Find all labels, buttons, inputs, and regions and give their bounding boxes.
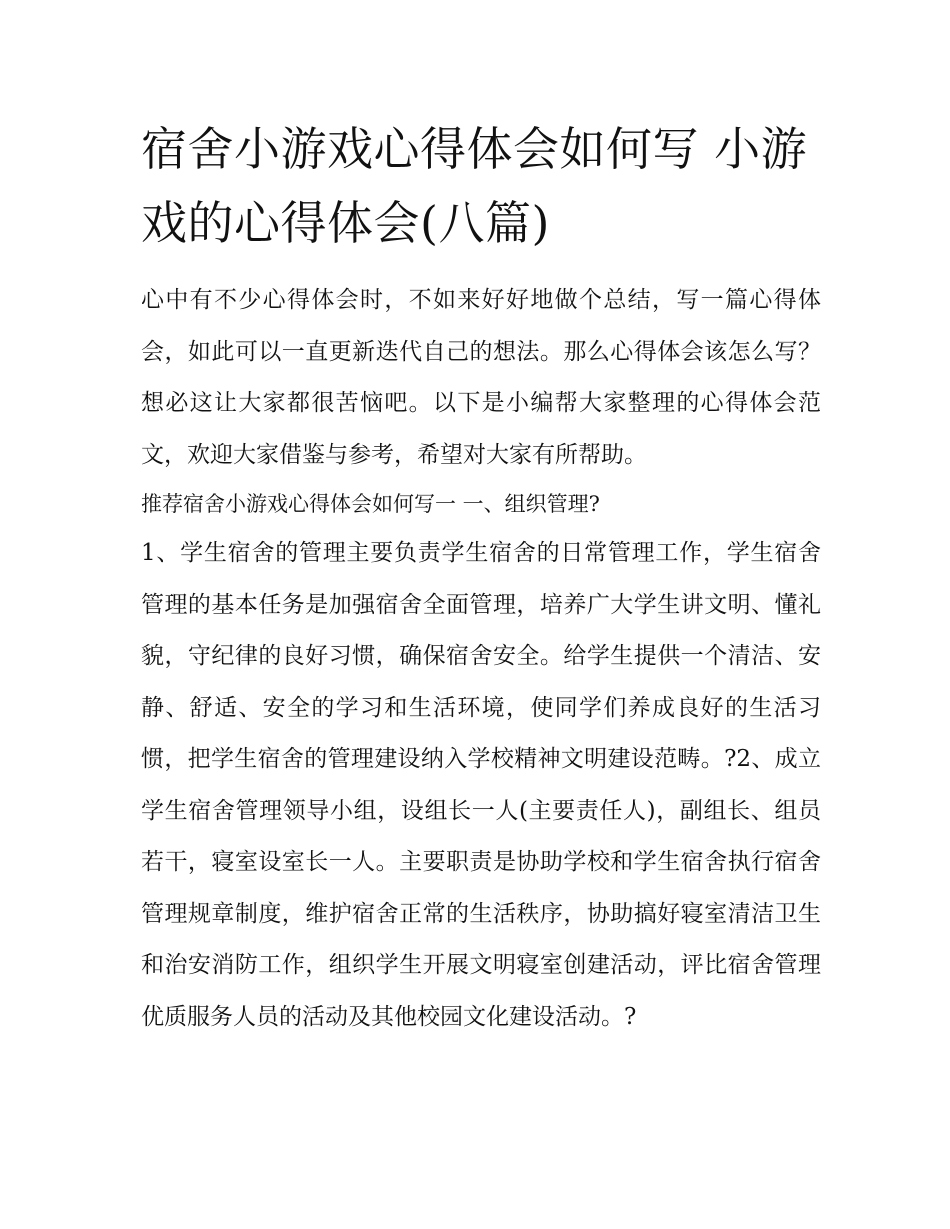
document-title: 宿舍小游戏心得体会如何写 小游戏的心得体会(八篇) (141, 122, 808, 250)
section-heading: 推荐宿舍小游戏心得体会如何写一 一、组织管理? (141, 492, 600, 516)
intro-paragraph: 心中有不少心得体会时，不如来好好地做个总结，写一篇心得体会，如此可以一直更新迭代自己的想法。那么心得体会该怎么写？想必这让大家都很苦恼吧。以下是小编帮大家整理的心得体会范文，欢迎大家借鉴与参考，希望对大家有所帮助。 (141, 287, 821, 468)
section-body-paragraph: 1、学生宿舍的管理主要负责学生宿舍的日常管理工作，学生宿舍管理的基本任务是加强宿舍全面管理，培养广大学生讲文明、懂礼貌，守纪律的良好习惯，确保宿舍安全。给学生提供一个清洁、安静、舒适、安全的学习和生活环境，使同学们养成良好的生活习惯，把学生宿舍的管理建设纳入学校精神文明建设范畴。?2、成立学生宿舍管理领导小组，设组长一人(主要责任人)，副组长、组员若干，寝室设室长一人。主要职责是协助学校和学生宿舍执行宿舍管理规章制度，维护宿舍正常的生活秩序，协助搞好寝室清洁卫生和治安消防工作，组织学生开展文明寝室创建活动，评比宿舍管理优质服务人员的活动及其他校园文化建设活动。? (141, 540, 821, 1030)
